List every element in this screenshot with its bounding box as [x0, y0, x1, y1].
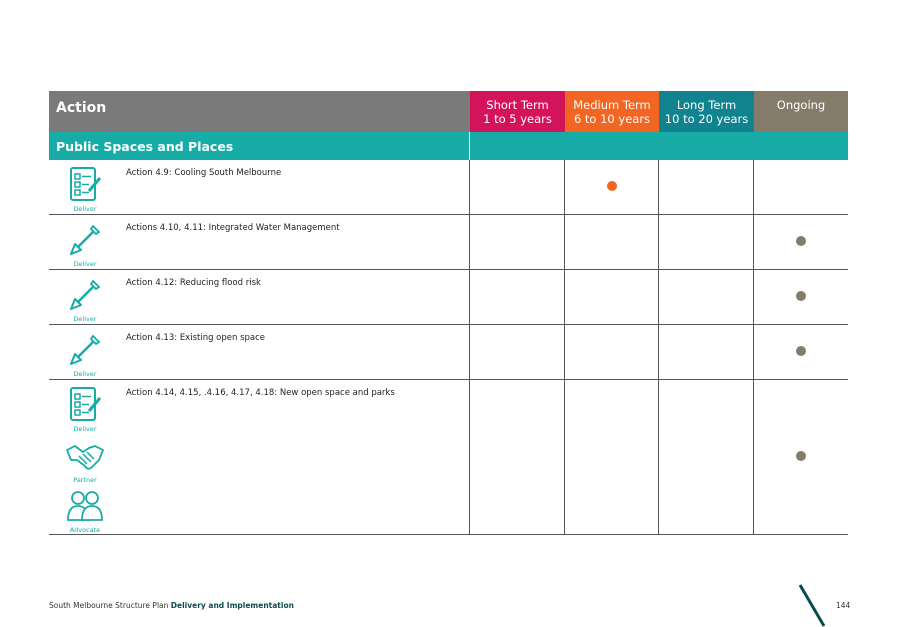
column-divider — [753, 160, 754, 214]
implementation-table — [49, 91, 848, 535]
column-divider — [469, 325, 470, 379]
long-term-label: Long Term — [676, 98, 737, 112]
icon-label: Deliver — [73, 425, 97, 433]
column-divider — [658, 380, 659, 534]
shovel-icon — [57, 328, 113, 378]
header-ongoing — [754, 91, 848, 132]
medium-term-label: Medium Term — [573, 98, 651, 112]
section-title: Public Spaces and Places — [56, 139, 234, 154]
timing-dot-ongoing — [796, 451, 806, 461]
table-row — [49, 380, 848, 535]
shovel-icon — [57, 273, 113, 323]
icon-label: Advocate — [69, 526, 101, 534]
icon-label: Partner — [73, 476, 97, 484]
checklist-icon — [57, 163, 113, 213]
people-icon — [57, 484, 113, 534]
column-divider — [469, 215, 470, 269]
column-divider — [658, 325, 659, 379]
footer-text — [49, 601, 294, 610]
timing-dot-ongoing — [796, 346, 806, 356]
column-divider — [753, 325, 754, 379]
icon-label: Deliver — [73, 315, 97, 323]
section-row — [49, 132, 848, 160]
timing-dot-ongoing — [796, 291, 806, 301]
section-divider — [469, 132, 470, 160]
row-title: Action 4.14, 4.15, .4.16, 4.17, 4.18: New open space and parks — [126, 388, 395, 398]
short-term-label: Short Term — [486, 98, 549, 112]
table-header — [49, 91, 848, 132]
header-long-term — [659, 91, 754, 132]
column-divider — [469, 270, 470, 324]
row-title: Action 4.12: Reducing flood risk — [126, 278, 261, 288]
column-divider — [469, 380, 470, 534]
column-divider — [564, 325, 565, 379]
medium-term-years: 6 to 10 years — [573, 112, 651, 126]
header-short-term — [470, 91, 565, 132]
column-divider — [564, 270, 565, 324]
table-row — [49, 160, 848, 215]
ongoing-label: Ongoing — [776, 98, 826, 112]
footer-section-title: Delivery and Implementation — [170, 601, 294, 610]
column-divider — [658, 215, 659, 269]
column-divider — [753, 270, 754, 324]
icon-label: Deliver — [73, 205, 97, 213]
timing-dot-medium-term — [607, 181, 617, 191]
header-medium-term — [565, 91, 659, 132]
column-divider — [658, 270, 659, 324]
icon-label: Deliver — [73, 370, 97, 378]
decorative-slash — [798, 584, 828, 627]
shovel-icon — [57, 218, 113, 268]
page-number: 144 — [836, 601, 851, 610]
table-row — [49, 215, 848, 270]
column-divider — [564, 380, 565, 534]
column-divider — [469, 160, 470, 214]
column-divider — [753, 215, 754, 269]
column-divider — [564, 160, 565, 214]
short-term-years: 1 to 5 years — [483, 112, 552, 126]
column-divider — [753, 380, 754, 534]
table-row — [49, 325, 848, 380]
column-divider — [658, 160, 659, 214]
handshake-icon — [57, 434, 113, 484]
table-row — [49, 270, 848, 325]
footer-doc-title: South Melbourne Structure Plan — [49, 601, 169, 610]
icon-label: Deliver — [73, 260, 97, 268]
checklist-icon — [57, 383, 113, 433]
long-term-years: 10 to 20 years — [664, 112, 749, 126]
column-divider — [564, 215, 565, 269]
row-title: Actions 4.10, 4.11: Integrated Water Management — [126, 223, 340, 233]
row-title: Action 4.13: Existing open space — [126, 333, 266, 343]
row-title: Action 4.9: Cooling South Melbourne — [126, 168, 282, 178]
timing-dot-ongoing — [796, 236, 806, 246]
header-action: Action — [49, 91, 470, 132]
